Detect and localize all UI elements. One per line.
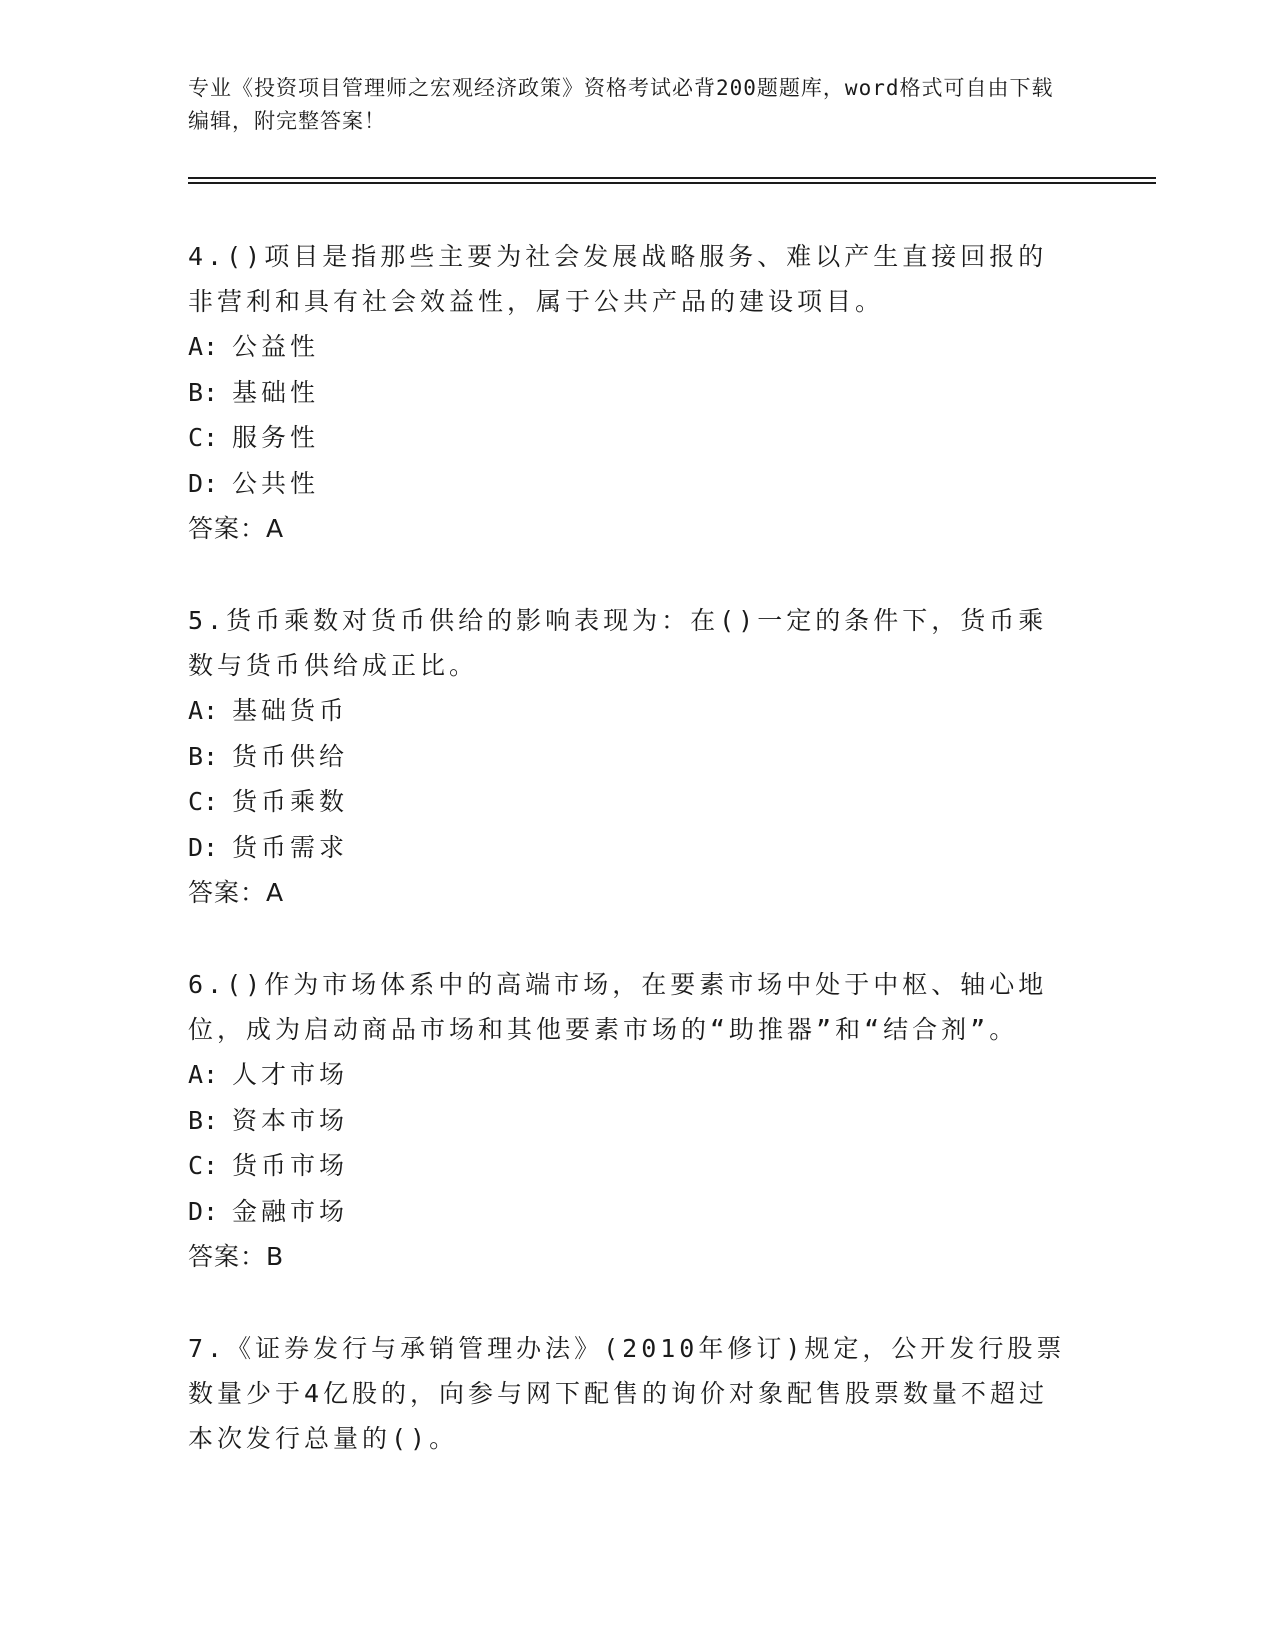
option-letter: C: [188,787,219,816]
option-a [188,324,1068,370]
question-text: 4.()项目是指那些主要为社会发展战略服务、难以产生直接回报的非营利和具有社会效益性，属于公共产品的建设项目。 [188,242,1048,316]
option-b [188,734,1068,780]
option-b [188,370,1068,416]
option-letter: A: [188,696,219,725]
option-text: 基础性 [232,377,320,407]
option-text: 人才市场 [232,1060,349,1089]
option-letter: A: [188,332,219,361]
option-text: 基础货币 [232,696,349,725]
option-d [188,825,1068,871]
option-text: 公益性 [232,332,320,361]
header-divider-top [188,177,1156,179]
answer: 答案：B [188,1242,285,1271]
option-letter: A: [188,1060,219,1089]
option-c [188,415,1068,461]
option-b [188,1098,1068,1144]
question-text: 6.()作为市场体系中的高端市场，在要素市场中处于中枢、轴心地位，成为启动商品市场和其他要素市场的“助推器”和“结合剂”。 [188,970,1048,1044]
question-text: 5.货币乘数对货币供给的影响表现为：在()一定的条件下，货币乘数与货币供给成正比。 [188,606,1048,680]
option-c [188,1143,1068,1189]
option-text: 货币市场 [232,1151,349,1180]
option-a [188,1052,1068,1098]
option-letter: C: [188,1151,219,1180]
option-letter: D: [188,832,219,862]
option-text: 公共性 [232,468,320,498]
option-text: 资本市场 [232,1105,349,1135]
option-d [188,1189,1068,1235]
document-header: 专业《投资项目管理师之宏观经济政策》资格考试必背200题题库，word格式可自由下载编辑，附完整答案！ [188,76,1054,133]
question-4 [188,234,1068,552]
option-text: 服务性 [232,423,320,452]
question-text: 7.《证券发行与承销管理办法》(2010年修订)规定，公开发行股票数量少于4亿股的，向参与网下配售的询价对象配售股票数量不超过本次发行总量的()。 [188,1334,1066,1453]
option-text: 金融市场 [232,1196,349,1226]
option-letter: C: [188,423,219,452]
option-letter: B: [188,741,219,771]
option-letter: B: [188,377,219,407]
question-7 [188,1326,1068,1461]
option-text: 货币需求 [232,832,349,862]
option-letter: B: [188,1105,219,1135]
answer: 答案：A [188,878,285,907]
option-text: 货币乘数 [232,787,349,816]
question-5 [188,598,1068,916]
option-c [188,779,1068,825]
question-6 [188,962,1068,1280]
option-letter: D: [188,468,219,498]
option-a [188,688,1068,734]
header-divider-bottom [188,182,1156,184]
option-d [188,461,1068,507]
answer: 答案：A [188,514,285,543]
option-text: 货币供给 [232,741,349,771]
option-letter: D: [188,1196,219,1226]
